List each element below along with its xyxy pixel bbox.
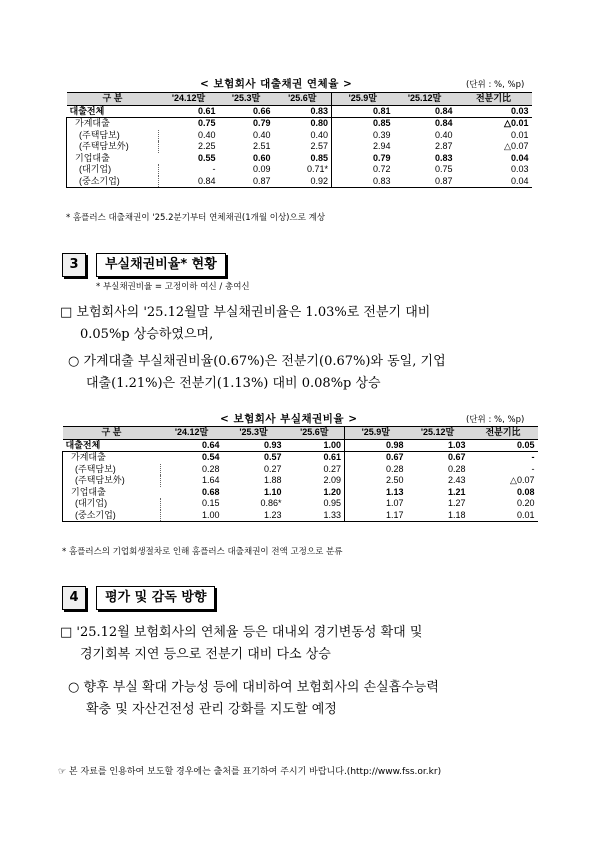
table-cell: 0.66 <box>219 105 274 118</box>
table-header-cell: '24.12말 <box>161 427 223 440</box>
table-cell: 0.20 <box>516 498 535 509</box>
table-row <box>67 176 532 188</box>
table-cell: 0.64 <box>161 439 223 452</box>
table-cell: 0.03 <box>510 164 529 175</box>
table-cell: 0.03 <box>456 105 532 118</box>
section4-main-line2: 경기회복 지연 등으로 전분기 대비 다소 상승 <box>80 647 331 662</box>
table-cell: 0.72 <box>332 164 394 176</box>
section3-main-line2: 0.05%p 상승하였으며, <box>80 327 214 342</box>
table-cell: 0.01 <box>469 510 538 522</box>
table-cell: 0.75 <box>197 118 216 129</box>
table-cell: 2.25 <box>159 141 219 153</box>
table-header-cell: '25.12말 <box>407 427 469 440</box>
section4-sub-line1: ○ 향후 부실 확대 가능성 등에 대비하여 보험회사의 손실흡수능력 <box>68 680 439 695</box>
section3-main-line1: □ 보험회사의 '25.12월말 부실채권비율은 1.03%로 전분기 대비 <box>60 305 431 320</box>
row-label: 대출전체 <box>63 439 161 452</box>
table-row <box>67 105 532 118</box>
table1 <box>66 92 532 188</box>
row-label: (대기업) <box>67 164 159 176</box>
section3-title: 부실채권비율* 현황 <box>96 253 226 277</box>
table-row <box>63 464 538 476</box>
table-cell: 0.84 <box>159 176 219 188</box>
table-row <box>63 510 538 522</box>
table-cell: 1.13 <box>345 487 407 499</box>
table-cell: 0.40 <box>310 129 328 140</box>
table1-note: * 홈플러스 대출채권이 '25.2분기부터 연체채권(1개월 이상)으로 계상 <box>66 213 326 223</box>
table-cell: 1.64 <box>161 475 223 487</box>
table-cell: 1.18 <box>407 510 469 522</box>
table-cell: 1.33 <box>285 510 345 522</box>
table-cell: 0.27 <box>263 463 282 474</box>
table-header-cell: '25.9말 <box>332 93 394 106</box>
table-cell: 0.28 <box>345 464 407 476</box>
row-label: (주택담보外) <box>67 141 159 153</box>
table-cell: 2.50 <box>345 475 407 487</box>
table-cell: 0.93 <box>223 439 285 452</box>
footer-note: ☞ 본 자료를 인용하여 보도할 경우에는 출처를 표기하여 주시기 바랍니다.(http://www.fss.or.kr) <box>58 767 442 777</box>
table-cell: 0.87 <box>394 176 456 188</box>
section3-number: 3 <box>62 253 86 277</box>
table-cell: 0.61 <box>323 452 341 463</box>
table-cell: 0.04 <box>456 176 532 188</box>
table-row <box>67 130 532 142</box>
table-cell: 1.20 <box>323 486 341 497</box>
table-row <box>63 487 538 499</box>
table-cell: 0.28 <box>161 464 223 476</box>
row-label: 대출전체 <box>67 105 159 118</box>
table-header-cell: '25.6말 <box>274 93 332 106</box>
row-label: 기업대출 <box>67 153 159 165</box>
table-header-cell: 구 분 <box>63 427 161 440</box>
table-row <box>67 141 532 153</box>
table-cell: - <box>159 164 219 176</box>
table-cell: 0.68 <box>201 486 220 497</box>
table-cell: 0.40 <box>434 129 453 140</box>
table-cell: 0.85 <box>310 152 328 163</box>
table-cell: 0.15 <box>161 498 223 510</box>
table-row <box>63 439 538 452</box>
table-cell: △0.07 <box>510 475 535 486</box>
table-row <box>63 475 538 487</box>
row-label: (대기업) <box>63 498 161 510</box>
table-row <box>67 118 532 130</box>
table-cell: 0.27 <box>323 463 341 474</box>
table-cell: △0.01 <box>504 118 529 129</box>
table-header-cell: 구 분 <box>67 93 159 106</box>
table-cell: 2.57 <box>310 141 328 152</box>
section3-sub-line2: 대출(1.21%)은 전분기(1.13%) 대비 0.08%p 상승 <box>86 376 381 391</box>
row-label: (중소기업) <box>67 176 159 188</box>
table-header-cell: '25.3말 <box>223 427 285 440</box>
table2 <box>62 426 538 522</box>
row-label: 가계대출 <box>67 118 159 130</box>
table-cell: 1.10 <box>263 486 282 497</box>
table-header-cell: 전분기比 <box>469 427 538 440</box>
table-cell: 0.54 <box>201 452 220 463</box>
table-cell: 0.86* <box>260 498 282 509</box>
table-header-cell: '25.12말 <box>394 93 456 106</box>
section4-number: 4 <box>62 586 86 610</box>
table-cell: 0.71* <box>306 164 328 175</box>
table-row <box>63 452 538 464</box>
table-cell: 0.80 <box>310 118 328 129</box>
table-cell: 0.67 <box>447 452 466 463</box>
table-cell: 0.75 <box>434 164 453 175</box>
table-row <box>63 498 538 510</box>
table-header-row <box>67 93 532 106</box>
table-cell: 0.84 <box>434 118 453 129</box>
table-cell: 1.21 <box>447 486 466 497</box>
table-cell: 0.60 <box>252 152 271 163</box>
row-label: (중소기업) <box>63 510 161 522</box>
table-header-cell: '25.3말 <box>219 93 274 106</box>
table-cell: 0.87 <box>219 176 274 188</box>
table-cell: 0.79 <box>332 153 394 165</box>
section4-sub-line2: 확충 및 자산건전성 관리 강화를 지도할 예정 <box>86 702 337 717</box>
table-header-cell: '25.9말 <box>345 427 407 440</box>
table-cell: 1.27 <box>447 498 466 509</box>
table-row <box>67 164 532 176</box>
section3-definition: * 부실채권비율 = 고정이하 여신 / 총여신 <box>96 282 250 292</box>
table-cell: 0.08 <box>516 486 535 497</box>
table-cell: 2.94 <box>332 141 394 153</box>
table-cell: - <box>531 463 535 474</box>
table-cell: 2.51 <box>252 141 271 152</box>
row-label: (주택담보) <box>67 130 159 142</box>
table-cell: △0.07 <box>504 141 529 152</box>
table-row <box>67 153 532 165</box>
table-cell: 0.05 <box>469 439 538 452</box>
table-cell: 1.17 <box>345 510 407 522</box>
table-cell: 0.98 <box>345 439 407 452</box>
table-cell: 0.67 <box>345 452 407 464</box>
table-cell: 0.83 <box>274 105 332 118</box>
table-cell: 2.43 <box>447 475 466 486</box>
table-cell: 0.79 <box>252 118 271 129</box>
table-cell: 2.09 <box>323 475 341 486</box>
table2-note: * 홈플러스의 기업회생절차로 인해 홈플러스 대출채권이 전액 고정으로 분류 <box>62 547 343 557</box>
table-cell: 0.40 <box>159 130 219 142</box>
table-cell: 0.04 <box>510 152 529 163</box>
table-cell: 1.00 <box>161 510 223 522</box>
row-label: (주택담보外) <box>63 475 161 487</box>
table-cell: 1.07 <box>345 498 407 510</box>
table-header-cell: '24.12말 <box>159 93 219 106</box>
table-cell: 0.39 <box>332 130 394 142</box>
table-cell: - <box>531 452 535 463</box>
table-cell: 0.09 <box>252 164 271 175</box>
table-cell: 0.85 <box>332 118 394 130</box>
table-cell: 2.87 <box>434 141 453 152</box>
table-cell: 0.83 <box>332 176 394 188</box>
table-header-cell: 전분기比 <box>456 93 532 106</box>
table-cell: 0.61 <box>159 105 219 118</box>
section4-main-line1: □ '25.12월 보험회사의 연체율 등은 대내외 경기변동성 확대 및 <box>60 625 423 640</box>
table-cell: 1.00 <box>285 439 345 452</box>
row-label: 가계대출 <box>63 452 161 464</box>
table-cell: 1.88 <box>263 475 282 486</box>
table1-unit: (단위 : %, %p) <box>466 80 525 90</box>
table-cell: 1.23 <box>223 510 285 522</box>
table-cell: 1.03 <box>407 439 469 452</box>
table-header-cell: '25.6말 <box>285 427 345 440</box>
table-cell: 0.95 <box>323 498 341 509</box>
table-cell: 0.28 <box>447 463 466 474</box>
table-cell: 0.84 <box>394 105 456 118</box>
section3-sub-line1: ○ 가계대출 부실채권비율(0.67%)은 전분기(0.67%)와 동일, 기업 <box>68 354 446 369</box>
table-cell: 0.01 <box>510 129 529 140</box>
table2-title: < 보험회사 부실채권비율 > <box>220 413 358 425</box>
table-cell: 0.92 <box>274 176 332 188</box>
row-label: (주택담보) <box>63 464 161 476</box>
table-header-row <box>63 427 538 440</box>
table1-title: < 보험회사 대출채권 연체율 > <box>200 78 353 90</box>
table-cell: 0.40 <box>252 129 271 140</box>
table2-unit: (단위 : %, %p) <box>466 415 525 425</box>
row-label: 기업대출 <box>63 487 161 499</box>
table-cell: 0.81 <box>332 105 394 118</box>
table-cell: 0.55 <box>197 152 216 163</box>
section4-title: 평가 및 감독 방향 <box>96 586 215 610</box>
table-cell: 0.57 <box>263 452 282 463</box>
table-cell: 0.83 <box>434 152 453 163</box>
